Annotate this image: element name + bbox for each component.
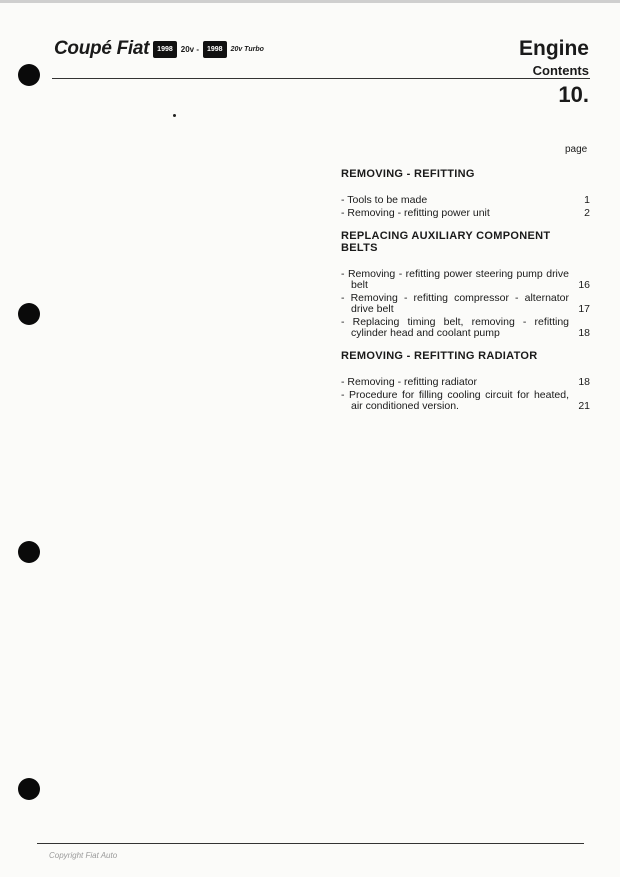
- toc-heading: REMOVING - REFITTING: [341, 168, 475, 180]
- toc-heading: REMOVING - REFITTING RADIATOR: [341, 350, 538, 362]
- toc-entry-page: 2: [584, 207, 590, 219]
- toc-entry-page: 17: [578, 303, 590, 315]
- section-header: [519, 38, 589, 79]
- toc-entry-page: 18: [578, 376, 590, 388]
- section-title: Engine: [518, 37, 589, 60]
- chapter-number: 10.: [558, 82, 589, 107]
- toc-entry-text: - Removing - refitting radiator: [341, 376, 477, 388]
- toc-entry[interactable]: [341, 317, 590, 339]
- section-subtitle: Contents: [532, 63, 589, 78]
- year-badge: 1998: [153, 41, 177, 58]
- toc-entry-text: - Removing - refitting power steering pump drive belt: [341, 268, 569, 291]
- toc-entry[interactable]: [341, 208, 590, 219]
- toc-entry-page: 16: [578, 279, 590, 291]
- table-of-contents: [341, 168, 590, 414]
- punch-hole: [18, 64, 40, 86]
- brand-title: Coupé Fiat: [54, 38, 150, 59]
- toc-entry[interactable]: [341, 293, 590, 315]
- toc-entry-page: 18: [578, 327, 590, 339]
- variant-label-turbo: 20v Turbo: [230, 45, 264, 53]
- toc-entry-page: 21: [578, 400, 590, 412]
- toc-entry-text: - Removing - refitting compressor - alternator drive belt: [341, 292, 569, 315]
- toc-entry[interactable]: [341, 269, 590, 291]
- toc-entry-text: - Replacing timing belt, removing - refitting cylinder head and coolant pump: [341, 316, 569, 339]
- year-badge: 1998: [203, 41, 227, 58]
- copyright-footer: Copyright Fiat Auto: [49, 851, 118, 860]
- punch-hole: [18, 778, 40, 800]
- toc-entry-text: - Procedure for filling cooling circuit for heated, air conditioned version.: [341, 389, 569, 412]
- punch-hole: [18, 541, 40, 563]
- toc-entry-text: - Tools to be made: [341, 194, 428, 206]
- punch-hole: [18, 303, 40, 325]
- footer-rule: [37, 843, 584, 844]
- header-rule: [52, 78, 590, 79]
- toc-entry[interactable]: [341, 377, 590, 388]
- toc-entry-text: - Removing - refitting power unit: [341, 207, 490, 219]
- manual-header: [54, 38, 264, 60]
- toc-entry[interactable]: [341, 390, 590, 412]
- toc-entry[interactable]: [341, 195, 590, 206]
- toc-entry-page: 1: [584, 194, 590, 206]
- page-column-label: page: [565, 144, 588, 155]
- variant-label: 20v -: [180, 44, 199, 54]
- scan-top-edge: [0, 0, 620, 3]
- scan-speck: [173, 114, 176, 117]
- toc-heading: REPLACING AUXILIARY COMPONENT BELTS: [341, 230, 551, 254]
